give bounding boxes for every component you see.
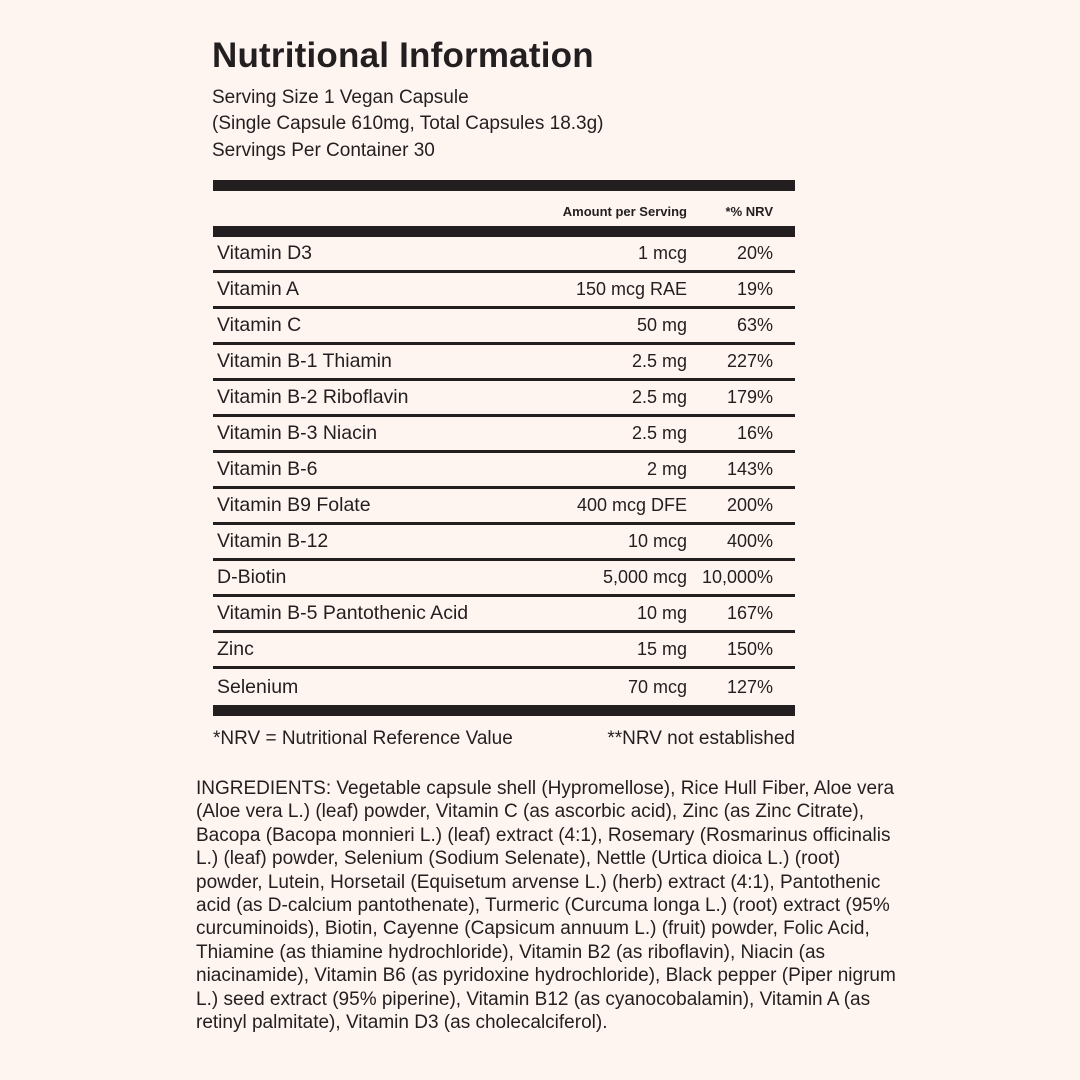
servings-per-container-text: Servings Per Container 30 (212, 140, 435, 162)
nutrient-amount: 2 mg (646, 459, 687, 479)
nutrient-amount: 400 mcg DFE (576, 495, 687, 515)
table-row (213, 237, 795, 273)
page-title: Nutritional Information (212, 36, 594, 75)
nutrient-amount: 2.5 mg (631, 387, 687, 407)
nutrient-nrv: 63% (736, 315, 773, 335)
table-row (213, 381, 795, 417)
nutrient-name: Vitamin B-6 (217, 458, 318, 480)
table-row (213, 417, 795, 453)
nutrient-amount: 50 mg (636, 315, 687, 335)
table-bottom-bar (213, 705, 795, 716)
header-nrv: *% NRV (725, 204, 773, 219)
nutrient-amount: 10 mcg (627, 531, 687, 551)
nutrient-name: Vitamin B-1 Thiamin (217, 350, 392, 372)
nutrient-name: Vitamin B-3 Niacin (217, 422, 378, 444)
nutrient-name: Zinc (217, 638, 254, 660)
table-header-divider-bar (213, 226, 795, 237)
header-amount-per-serving: Amount per Serving (562, 204, 687, 219)
nutrient-nrv: 143% (726, 459, 773, 479)
nutrient-amount: 150 mcg RAE (575, 279, 687, 299)
nutrient-nrv: 167% (726, 603, 773, 623)
table-rows (213, 237, 795, 705)
nutrient-name: Vitamin B-2 Riboflavin (217, 386, 409, 408)
table-row (213, 597, 795, 633)
nutrient-nrv: 16% (736, 423, 773, 443)
table-row (213, 669, 795, 705)
nutrient-name: Selenium (217, 675, 299, 698)
nutrient-nrv: 179% (726, 387, 773, 407)
nutrient-name: Vitamin B-12 (217, 530, 329, 552)
nutrient-name: D-Biotin (217, 566, 287, 588)
nutrient-amount: 2.5 mg (631, 351, 687, 371)
nutrient-nrv: 127% (726, 676, 773, 697)
capsule-detail-text: (Single Capsule 610mg, Total Capsules 18.3g) (212, 113, 604, 135)
table-row (213, 525, 795, 561)
nutrient-amount: 1 mcg (637, 243, 687, 263)
table-row (213, 309, 795, 345)
footnotes (213, 728, 795, 750)
table-row (213, 453, 795, 489)
nutrient-name: Vitamin C (217, 314, 302, 336)
nutrient-nrv: 400% (726, 531, 773, 551)
nutrient-name: Vitamin D3 (217, 242, 313, 264)
ingredients-paragraph: INGREDIENTS: Vegetable capsule shell (Hypromellose), Rice Hull Fiber, Aloe vera (Aloe vera L.) (leaf) powder, Vitamin C (as ascorbic acid), Zinc (as Zinc Citrate), Bacopa (Bacopa monnieri L.) (leaf) extract (4:1), Rosemary (Rosmarinus officinalis L.) (leaf) powder, Selenium (Sodium Selenate), Nettle (Urtica dioica L.) (root) powder, Lutein, Horsetail (Equisetum arvense L.) (herb) extract (4:1), Pantothenic acid (as D-calcium pantothenate), Turmeric (Curcuma longa L.) (root) extract (95% curcuminoids), Biotin, Cayenne (Capsicum annuum L.) (fruit) powder, Folic Acid, Thiamine (as thiamine hydrochloride), Vitamin B2 (as riboflavin), Niacin (as niacinamide), Vitamin B6 (as pyridoxine hydrochloride), Black pepper (Piper nigrum L.) seed extract (95% piperine), Vitamin B12 (as cyanocobalamin), Vitamin A (as retinyl palmitate), Vitamin D3 (as cholecalciferol). (196, 778, 896, 1034)
table-top-bar (213, 180, 795, 191)
nrv-definition-footnote: *NRV = Nutritional Reference Value (213, 728, 513, 749)
nutrient-nrv: 227% (726, 351, 773, 371)
nutrient-amount: 15 mg (636, 639, 687, 659)
nutrient-nrv: 20% (736, 243, 773, 263)
table-row (213, 561, 795, 597)
nutrient-nrv: 200% (726, 495, 773, 515)
nutrient-name: Vitamin B9 Folate (217, 494, 371, 516)
nrv-not-established-footnote: **NRV not established (607, 728, 795, 749)
table-row (213, 345, 795, 381)
table-row (213, 489, 795, 525)
nutrient-name: Vitamin A (217, 278, 300, 300)
nutrient-nrv: 150% (726, 639, 773, 659)
nutrient-amount: 70 mcg (627, 676, 687, 697)
serving-size-text: Serving Size 1 Vegan Capsule (212, 87, 469, 109)
table-row (213, 633, 795, 669)
nutrition-table (213, 180, 795, 750)
nutrient-nrv: 19% (736, 279, 773, 299)
label-header (212, 36, 852, 164)
nutrient-name: Vitamin B-5 Pantothenic Acid (217, 602, 469, 624)
nutrient-amount: 10 mg (636, 603, 687, 623)
nutrient-nrv: 10,000% (701, 567, 773, 587)
table-header-row (213, 191, 795, 226)
table-row (213, 273, 795, 309)
nutrient-amount: 5,000 mcg (602, 567, 687, 587)
nutrient-amount: 2.5 mg (631, 423, 687, 443)
